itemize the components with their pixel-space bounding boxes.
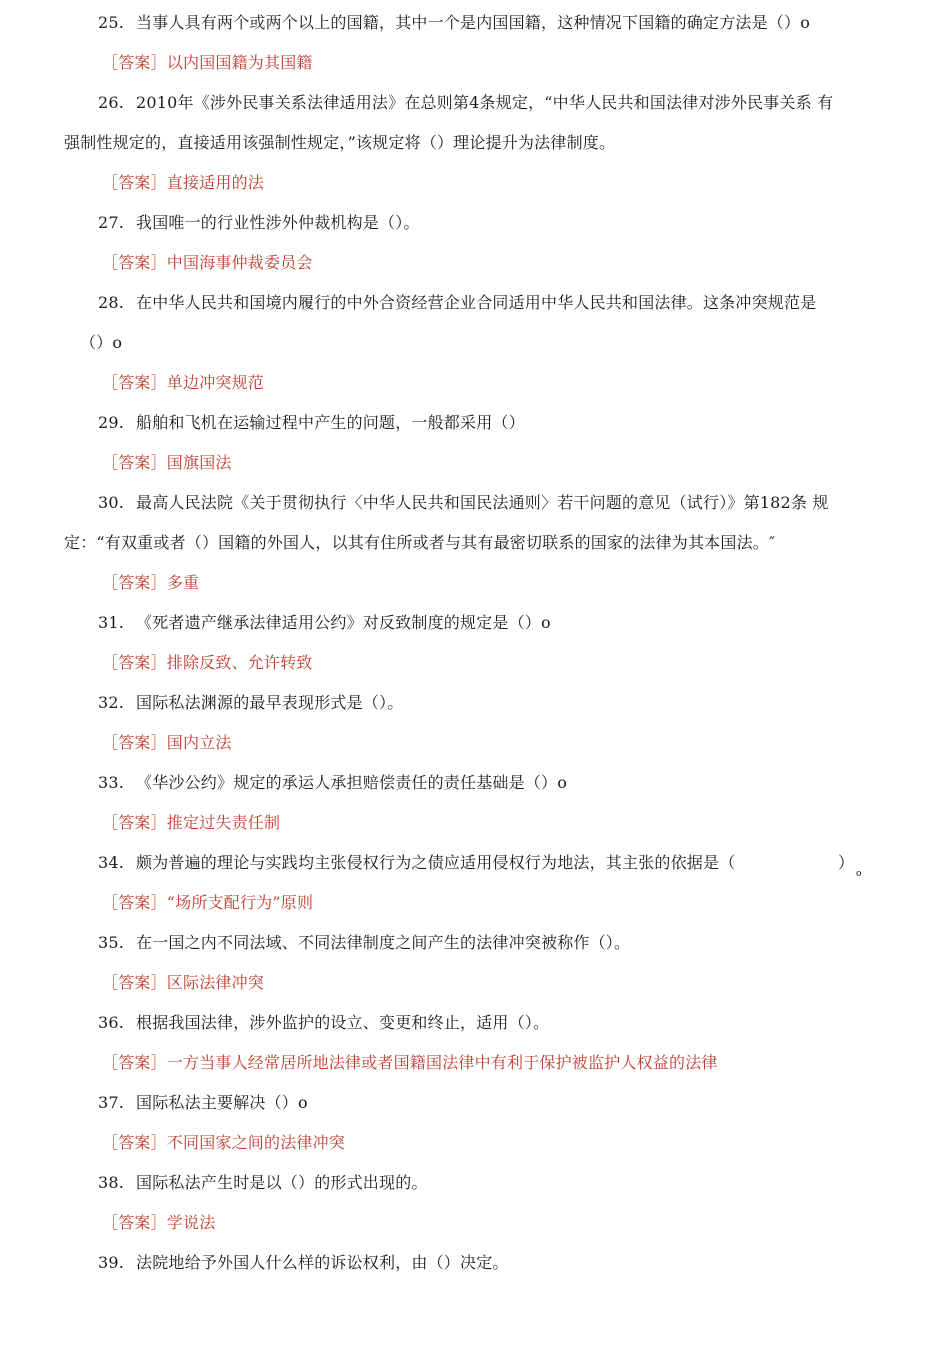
question-text: 《死者遗产继承法律适用公约》对反致制度的规定是（）o [136,613,551,632]
question-number: 31. [98,613,125,632]
question-34-mark: o [856,869,862,879]
answer-28: ［答案］单边冲突规范 [102,373,265,392]
question-text: 国际私法产生时是以（）的形式出现的。 [136,1173,428,1192]
question-number: 26. [98,93,125,112]
answer-33: ［答案］推定过失责任制 [102,813,281,832]
question-number: 25. [98,13,125,32]
question-number: 28. [98,293,125,312]
question-text: 2010年《涉外民事关系法律适用法》在总则第4条规定，“中华人民共和国法律对涉外民事关系 有 [136,93,834,112]
question-text: 我国唯一的行业性涉外仲裁机构是（）。 [136,213,420,232]
question-26-cont: 强制性规定的，直接适用该强制性规定，”该规定将（）理论提升为法律制度。 [64,133,616,152]
question-number: 32. [98,693,125,712]
question-31 [98,613,551,633]
answer-38: ［答案］学说法 [102,1213,216,1232]
question-29 [98,413,525,433]
question-text: 最高人民法院《关于贯彻执行〈中华人民共和国民法通则〉若干问题的意见（试行）》第182条 规 [136,493,829,512]
question-37 [98,1093,308,1113]
question-30 [98,493,829,513]
question-39 [98,1253,509,1273]
question-text: 国际私法主要解决（）o [136,1093,308,1112]
question-27 [98,213,420,233]
question-text: 颇为普遍的理论与实践均主张侵权行为之债应适用侵权行为地法，其主张的依据是（ [136,853,736,872]
question-text: 根据我国法律，涉外监护的设立、变更和终止，适用（）。 [136,1013,550,1032]
question-number: 39. [98,1253,125,1272]
question-text: 船舶和飞机在运输过程中产生的问题，一般都采用（） [136,413,525,432]
answer-31: ［答案］排除反致、允许转致 [102,653,313,672]
question-34 [98,853,735,873]
answer-25: ［答案］以内国国籍为其国籍 [102,53,313,72]
question-number: 38. [98,1173,125,1192]
question-number: 30. [98,493,125,512]
question-number: 37. [98,1093,125,1112]
answer-34: ［答案］“场所支配行为”原则 [102,893,314,912]
question-30-cont: 定：“有双重或者（）国籍的外国人，以其有住所或者与其有最密切联系的国家的法律为其本国法。″ [64,533,776,552]
question-38 [98,1173,428,1193]
question-34-close-paren: ） [838,853,855,872]
answer-27: ［答案］中国海事仲裁委员会 [102,253,313,272]
question-text: 法院地给予外国人什么样的诉讼权利，由（）决定。 [136,1253,509,1272]
question-text: 在中华人民共和国境内履行的中外合资经营企业合同适用中华人民共和国法律。这条冲突规范是 [136,293,817,312]
question-33 [98,773,567,793]
question-25 [98,13,810,33]
answer-29: ［答案］国旗国法 [102,453,232,472]
question-28 [98,293,816,313]
question-number: 29. [98,413,125,432]
answer-26: ［答案］直接适用的法 [102,173,265,192]
answer-32: ［答案］国内立法 [102,733,232,752]
answer-30: ［答案］多重 [102,573,200,592]
question-text: 国际私法渊源的最早表现形式是（）。 [136,693,404,712]
question-32 [98,693,403,713]
question-number: 27. [98,213,125,232]
question-text: 《华沙公约》规定的承运人承担赔偿责任的责任基础是（）o [136,773,568,792]
question-number: 36. [98,1013,125,1032]
question-28-cont: （）o [80,333,123,352]
question-36 [98,1013,549,1033]
question-35 [98,933,630,953]
question-number: 33. [98,773,125,792]
question-26 [98,93,833,113]
question-number: 35. [98,933,125,952]
answer-36: ［答案］一方当事人经常居所地法律或者国籍国法律中有利于保护被监护人权益的法律 [102,1053,718,1072]
question-text: 在一国之内不同法域、不同法律制度之间产生的法律冲突被称作（）。 [136,933,631,952]
answer-37: ［答案］不同国家之间的法律冲突 [102,1133,346,1152]
answer-35: ［答案］区际法律冲突 [102,973,265,992]
question-number: 34. [98,853,125,872]
question-text: 当事人具有两个或两个以上的国籍，其中一个是内国国籍，这种情况下国籍的确定方法是（）o [136,13,811,32]
